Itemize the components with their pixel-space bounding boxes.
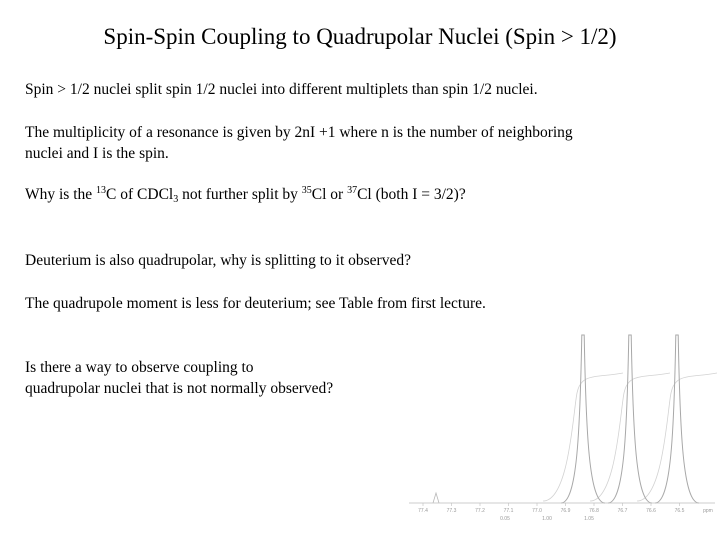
axis-tick-label: 76.6 — [646, 508, 656, 514]
spectrum-peak-labels — [500, 516, 594, 522]
nmr-spectrum-image — [395, 320, 720, 540]
axis-tick-label: ppm — [703, 508, 713, 514]
spectrum-axis-labels — [418, 508, 713, 514]
integral-trace-1 — [543, 373, 623, 501]
spectrum-axis-ticks — [423, 503, 680, 506]
q-text-c: not further split by — [178, 186, 302, 203]
integral-trace-2 — [590, 373, 670, 501]
observe-line-2: quadrupolar nuclei that is not normally observed? — [25, 380, 334, 397]
axis-tick-label: 77.1 — [503, 508, 514, 514]
peak-integral-label: 1.05 — [584, 516, 594, 522]
axis-tick-label: 77.0 — [532, 508, 542, 514]
paragraph-spin-multiplets: Spin > 1/2 nuclei split spin 1/2 nuclei into different multiplets than spin 1/2 nuclei. — [25, 81, 538, 98]
axis-tick-label: 76.8 — [589, 508, 599, 514]
q-text-b: C of CDCl — [106, 186, 174, 203]
peak-integral-label: 0.05 — [500, 516, 510, 522]
paragraph-multiplicity — [25, 122, 695, 164]
observe-line-1: Is there a way to observe coupling to — [25, 359, 254, 376]
axis-tick-label: 76.5 — [674, 508, 685, 514]
slide-title: Spin-Spin Coupling to Quadrupolar Nuclei (Spin > 1/2) — [103, 24, 617, 49]
multiplicity-line-2: nuclei and I is the spin. — [25, 145, 169, 162]
q-text-e: Cl (both I = 3/2)? — [357, 186, 466, 203]
q-sup-35: 35 — [301, 185, 312, 196]
spectrum-peak-2 — [608, 335, 652, 503]
axis-tick-label: 77.2 — [475, 508, 485, 514]
paragraph-deuterium-question: Deuterium is also quadrupolar, why is splitting to it observed? — [25, 252, 411, 269]
spectrum-peak-3 — [655, 335, 699, 503]
multiplicity-line-1: The multiplicity of a resonance is given by 2nI +1 where n is the number of neighboring — [25, 124, 573, 141]
q-text-a: Why is the — [25, 186, 97, 203]
axis-tick-label: 77.3 — [446, 508, 457, 514]
q-sup-13: 13 — [96, 185, 107, 196]
integral-trace-3 — [637, 373, 717, 501]
q-sup-37: 37 — [347, 185, 358, 196]
axis-tick-label: 76.7 — [617, 508, 628, 514]
peak-integral-label: 1.00 — [542, 516, 552, 522]
spectrum-minor-peak — [433, 493, 439, 503]
q-sub-3: 3 — [173, 194, 179, 205]
axis-tick-label: 76.9 — [560, 508, 571, 514]
spectrum-peaks — [433, 335, 717, 503]
paragraph-cdcl3-question — [25, 184, 695, 205]
spectrum-peak-1 — [561, 335, 605, 503]
q-text-d: Cl or — [311, 186, 348, 203]
axis-tick-label: 77.4 — [418, 508, 428, 514]
paragraph-quadrupole-moment: The quadrupole moment is less for deuterium; see Table from first lecture. — [25, 295, 486, 312]
